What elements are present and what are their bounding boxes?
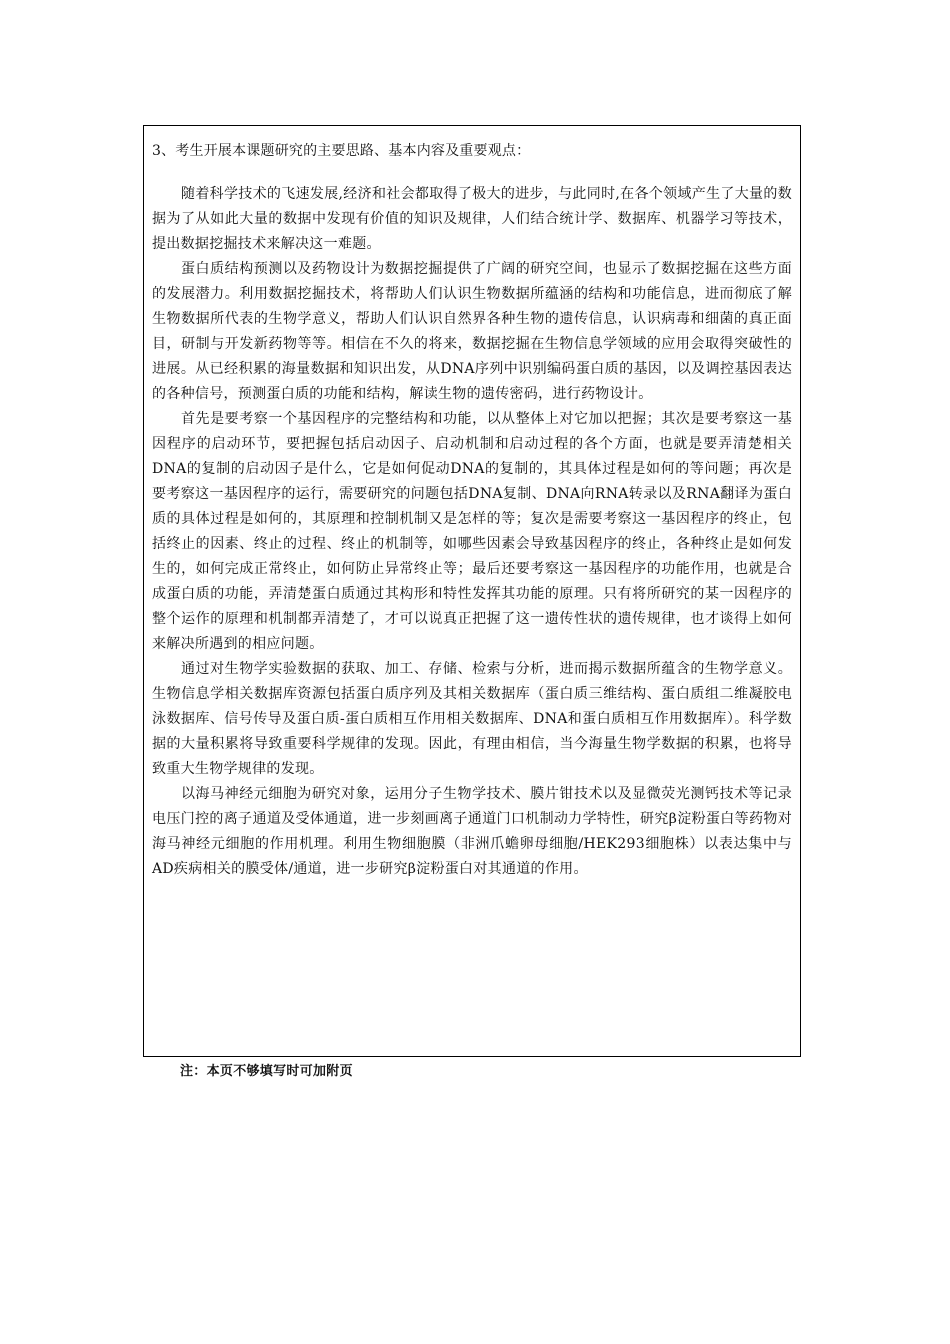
section-heading: 3、考生开展本课题研究的主要思路、基本内容及重要观点： bbox=[152, 143, 531, 159]
paragraph-background: 随着科学技术的飞速发展,经济和社会都取得了极大的进步，与此同时,在各个领域产生了大量的数据为了从如此大量的数据中发现有价值的知识及规律，人们结合统计学、数据库、机器学习等技术，提出数据挖掘技术来解决这一难题。 bbox=[152, 186, 792, 252]
paragraph-bio-databases: 通过对生物学实验数据的获取、加工、存储、检索与分析，进而揭示数据所蕴含的生物学意义。生物信息学相关数据库资源包括蛋白质序列及其相关数据库（蛋白质三维结构、蛋白质组二维凝胶电泳数据库、信号传导及蛋白质-蛋白质相互作用相关数据库、DNA和蛋白质相互作用数据库）。科学数据的大量积累将导致重要科学规律的发现。因此，有理由相信，当今海量生物学数据的积累，也将导致重大生物学规律的发现。 bbox=[152, 661, 792, 777]
footnote: 注：本页不够填写时可加附页 bbox=[180, 1064, 353, 1079]
paragraph-neuron-research: 以海马神经元细胞为研究对象，运用分子生物学技术、膜片钳技术以及显微荧光测钙技术等记录电压门控的离子通道及受体通道，进一步刻画离子通道门口机制动力学特性，研究β淀粉蛋白等药物对海马神经元细胞的作用机理。利用生物细胞膜（非洲爪蟾卵母细胞/HEK293细胞株）以表达集中与AD疾病相关的膜受体/通道，进一步研究β淀粉蛋白对其通道的作用。 bbox=[152, 786, 792, 877]
form-field-box bbox=[143, 125, 801, 1057]
paragraph-protein-prediction: 蛋白质结构预测以及药物设计为数据挖掘提供了广阔的研究空间，也显示了数据挖掘在这些方面的发展潜力。利用数据挖掘技术，将帮助人们认识生物数据所蕴涵的结构和功能信息，进而彻底了解生物数据所代表的生物学意义，帮助人们认识自然界各种生物的遗传信息，认识病毒和细菌的真正面目，研制与开发新药物等等。相信在不久的将来，数据挖掘在生物信息学领域的应用会取得突破性的进展。从已经积累的海量数据和知识出发，从DNA序列中识别编码蛋白质的基因，以及调控基因表达的各种信号，预测蛋白质的功能和结构，解读生物的遗传密码，进行药物设计。 bbox=[152, 261, 792, 402]
paragraph-gene-program: 首先是要考察一个基因程序的完整结构和功能，以从整体上对它加以把握；其次是要考察这一基因程序的启动环节，要把握包括启动因子、启动机制和启动过程的各个方面，也就是要弄清楚相关DNA的复制的启动因子是什么，它是如何促动DNA的复制的，其具体过程是如何的等问题；再次是要考察这一基因程序的运行，需要研究的问题包括DNA复制、DNA向RNA转录以及RNA翻译为蛋白质的具体过程是如何的，其原理和控制机制又是怎样的等；复次是需要考察这一基因程序的终止，包括终止的因素、终止的过程、终止的机制等，如哪些因素会导致基因程序的终止，各种终止是如何发生的，如何完成正常终止，如何防止异常终止等；最后还要考察这一基因程序的功能作用，也就是合成蛋白质的功能，弄清楚蛋白质通过其构形和特性发挥其功能的原理。只有将所研究的某一因程序的整个运作的原理和机制都弄清楚了，才可以说真正把握了这一遗传性状的遗传规律，也才谈得上如何来解决所遇到的相应问题。 bbox=[152, 411, 792, 652]
